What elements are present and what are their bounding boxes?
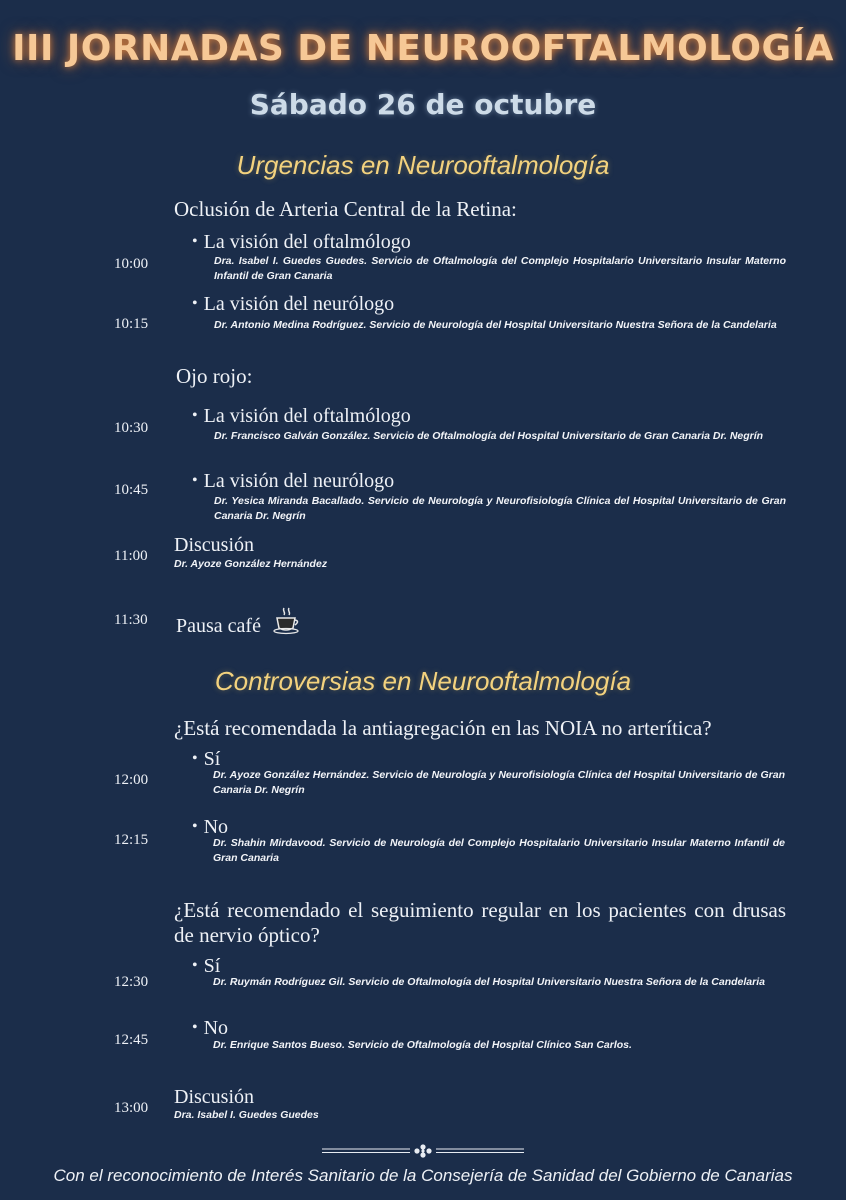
session-label: La visión del neurólogo [203,470,395,492]
bullet-icon: • [192,818,198,835]
time-slot: 12:00 [114,772,149,788]
time-slot: 10:30 [114,420,149,436]
bullet-icon: • [192,407,198,424]
page-title: III JORNADAS DE NEUROOFTALMOLOGÍA [12,28,834,69]
time-slot: 13:00 [114,1100,149,1116]
coffee-cup-icon [272,606,302,642]
section-title-controversias: Controversias en Neurooftalmología [214,666,632,696]
question-drusas: ¿Está recomendado el seguimiento regular en los pacientes con drusas de nervio óptico? [174,898,786,947]
event-date: Sábado 26 de octubre [249,88,597,121]
speaker-info: Dr. Francisco Galván González. Servicio de Oftalmología del Hospital Universitario de Gran Canaria Dr. Negrín [214,430,764,442]
speaker-info: Dr. Enrique Santos Bueso. Servicio de Oftalmología del Hospital Clínico San Carlos. [213,1039,632,1051]
footer-recognition: Con el reconocimiento de Interés Sanitario de la Consejería de Sanidad del Gobierno de Canarias [53,1166,793,1185]
session-label: Sí [203,955,221,977]
time-slot: 12:30 [114,974,149,990]
session-label: No [203,1017,229,1039]
bullet-icon: • [192,295,198,312]
coffee-break [176,606,302,642]
session-item [192,231,411,254]
speaker-info: Dr. Shahin Mirdavood. Servicio de Neurología del Complejo Hospitalario Universitario Insular Materno Infantil de Gran Canaria [213,837,785,864]
session-label: No [203,816,229,838]
bullet-icon: • [192,472,198,489]
time-slot: 10:00 [114,256,149,272]
time-slot: 12:15 [114,832,149,848]
session-label: La visión del neurólogo [203,293,395,315]
bullet-icon: • [192,1019,198,1036]
bullet-icon: • [192,233,198,250]
topic-oclusion: Oclusión de Arteria Central de la Retina: [174,197,517,221]
time-slot: 10:15 [114,316,149,332]
session-label: La visión del oftalmólogo [203,231,411,253]
coffee-break-label: Pausa café [176,615,261,637]
speaker-info: Dra. Isabel I. Guedes Guedes [174,1109,319,1121]
discussion-label: Discusión [174,534,254,556]
speaker-info: Dr. Yesica Miranda Bacallado. Servicio de Neurología y Neurofisiología Clínica del Hospital Universitario de Gran Canaria Dr. Negrín [214,495,786,522]
bullet-icon: • [192,750,198,767]
session-item [192,293,394,316]
time-slot: 11:00 [114,548,148,564]
section-title-urgencias: Urgencias en Neurooftalmología [236,150,610,180]
fleuron-icon [414,1144,431,1157]
session-label: La visión del oftalmólogo [203,405,411,427]
speaker-info: Dr. Ayoze González Hernández [174,558,328,570]
bullet-icon: • [192,957,198,974]
time-slot: 12:45 [114,1032,149,1048]
topic-ojo-rojo: Ojo rojo: [176,364,253,388]
divider [322,1144,524,1158]
session-item [192,470,394,493]
speaker-info: Dr. Ruymán Rodríguez Gil. Servicio de Oftalmología del Hospital Universitario Nuestra Señora de la Candelaria [213,976,765,988]
session-item [192,1017,228,1040]
discussion-label: Discusión [174,1086,254,1108]
session-item [192,405,411,428]
question-noia: ¿Está recomendada la antiagregación en las NOIA no arterítica? [174,716,712,740]
session-label: Sí [203,748,221,770]
speaker-info: Dra. Isabel I. Guedes Guedes. Servicio de Oftalmología del Complejo Hospitalario Universitario Insular Materno Infantil de Gran Canaria [214,255,786,282]
time-slot: 10:45 [114,482,149,498]
speaker-info: Dr. Ayoze González Hernández. Servicio de Neurología y Neurofisiología Clínica del Hospital Universitario de Gran Canaria Dr. Negrín [213,769,785,796]
speaker-info: Dr. Antonio Medina Rodríguez. Servicio de Neurología del Hospital Universitario Nuestra Señora de la Candelaria [214,319,777,331]
time-slot: 11:30 [114,612,148,628]
